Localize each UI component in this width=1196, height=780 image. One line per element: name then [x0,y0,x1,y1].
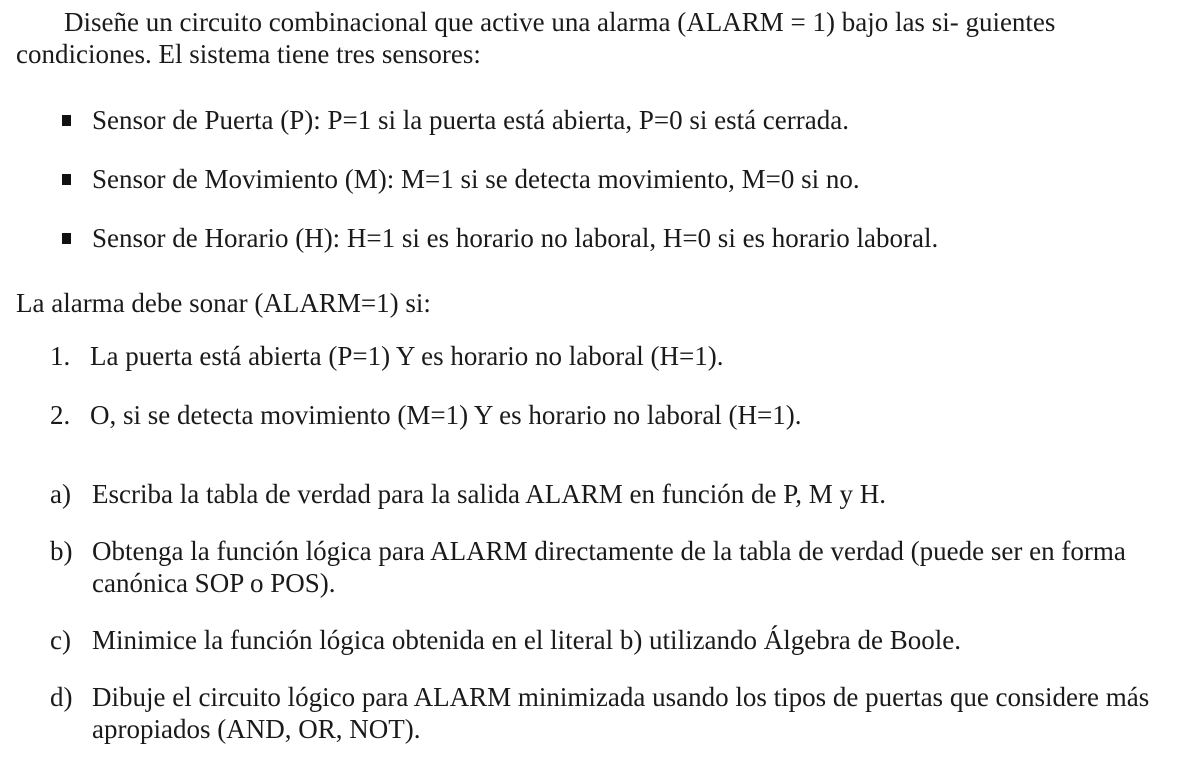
sensor-text: Sensor de Puerta (P): P=1 si la puerta está abierta, P=0 si está cerrada. [92,105,849,135]
task-text: Minimice la función lógica obtenida en el literal b) utilizando Álgebra de Boole. [92,625,961,655]
condition-number: 1. [50,341,71,371]
condition-lead: La alarma debe sonar (ALARM=1) si: [16,288,431,318]
intro-paragraph: Diseñe un circuito combinacional que active una alarma (ALARM = 1) bajo las si- guientes condiciones. El sistema tiene tres sensores: [16,7,1056,69]
square-bullet-icon [62,233,71,244]
condition-item [50,340,802,372]
condition-item [50,399,802,431]
condition-number: 2. [50,400,71,430]
sensor-item-motion [62,163,938,195]
task-item-a [50,478,1160,510]
task-list [50,478,1160,770]
condition-text: O, si se detecta movimiento (M=1) Y es horario no laboral (H=1). [90,400,802,430]
task-item-d [50,681,1160,745]
sensor-text: Sensor de Horario (H): H=1 si es horario no laboral, H=0 si es horario laboral. [92,223,939,253]
task-marker: c) [50,625,71,655]
sensor-item-door [62,104,938,136]
square-bullet-icon [62,174,71,185]
task-item-c [50,624,1160,656]
task-text: Dibuje el circuito lógico para ALARM minimizada usando los tipos de puertas que considere más apropiados (AND, OR, NOT). [92,682,1150,744]
task-text: Obtenga la función lógica para ALARM directamente de la tabla de verdad (puede ser en forma canónica SOP o POS). [92,536,1126,598]
task-text: Escriba la tabla de verdad para la salida ALARM en función de P, M y H. [92,479,887,509]
task-marker: b) [50,536,73,566]
condition-text: La puerta está abierta (P=1) Y es horario no laboral (H=1). [90,341,724,371]
sensor-list [62,104,938,281]
sensor-item-schedule [62,222,938,254]
task-marker: a) [50,479,71,509]
sensor-text: Sensor de Movimiento (M): M=1 si se detecta movimiento, M=0 si no. [92,164,860,194]
task-marker: d) [50,682,73,712]
task-item-b [50,535,1160,599]
condition-list [50,340,802,458]
square-bullet-icon [62,115,71,126]
